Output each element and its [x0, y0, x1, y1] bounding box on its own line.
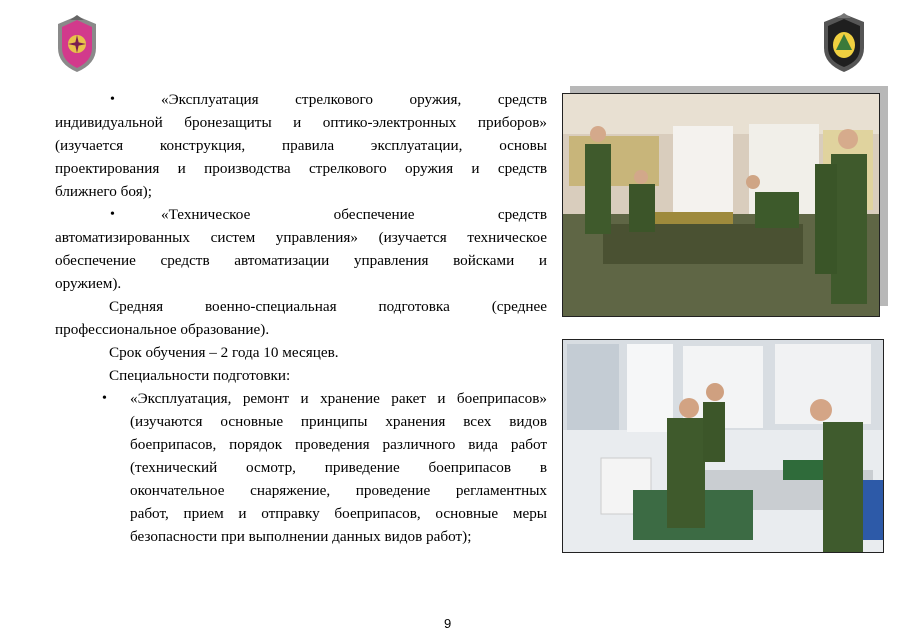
list-item: • «Техническое обеспечение средств — [55, 203, 547, 226]
body-text: • «Эксплуатация стрелкового оружия, средств индивидуальной бронезащиты и оптико-электронных приборов» (изучается конструкция, правила эксплуатации, основы проектирования и производства стрелкового оружия и средств ближнего боя); • «Техническое обеспечение средств автоматизированных систем управления» (изучается техническое обеспечение средств автоматизации управления войсками и оружием). Средняя военно-специальная подготовка (среднее профессиональное образование). Срок обучения – 2 года 10 месяцев. Специальности подготовки: • «Эксплуатация, ремонт и хранение ракет и боеприпасов» (изучаются основные принципы хранения всех видов боеприпасов, порядок проведения различного вида работ (технический осмотр, приведение боеприпасов в окончательное снаряжение, проведение регламентных работ, прием и отправку боеприпасов, основные меры безопасности при выполнении данных видов работ); — [55, 88, 547, 548]
right-emblem-icon — [818, 12, 870, 74]
page-number: 9 — [444, 616, 452, 631]
specialties-heading: Специальности подготовки: — [109, 367, 291, 384]
ammunition-lab-photo — [562, 339, 884, 553]
classroom-weapons-photo — [562, 93, 880, 317]
bullet-icon: • — [110, 207, 115, 222]
training-duration: Срок обучения – 2 года 10 месяцев. — [109, 344, 339, 361]
list-item: • «Эксплуатация стрелкового оружия, средств — [55, 88, 547, 111]
bullet-icon: • — [102, 391, 107, 406]
left-emblem-icon — [52, 14, 102, 74]
list-item: • «Эксплуатация, ремонт и хранение ракет и боеприпасов» (изучаются основные принципы хранения всех видов боеприпасов, порядок проведения различного вида работ (технический осмотр, приведение боеприпасов в окончательное снаряжение, проведение регламентных работ, прием и отправку боеприпасов, основные меры безопасности при выполнении данных видов работ); — [55, 387, 547, 548]
bullet-icon: • — [110, 92, 115, 107]
